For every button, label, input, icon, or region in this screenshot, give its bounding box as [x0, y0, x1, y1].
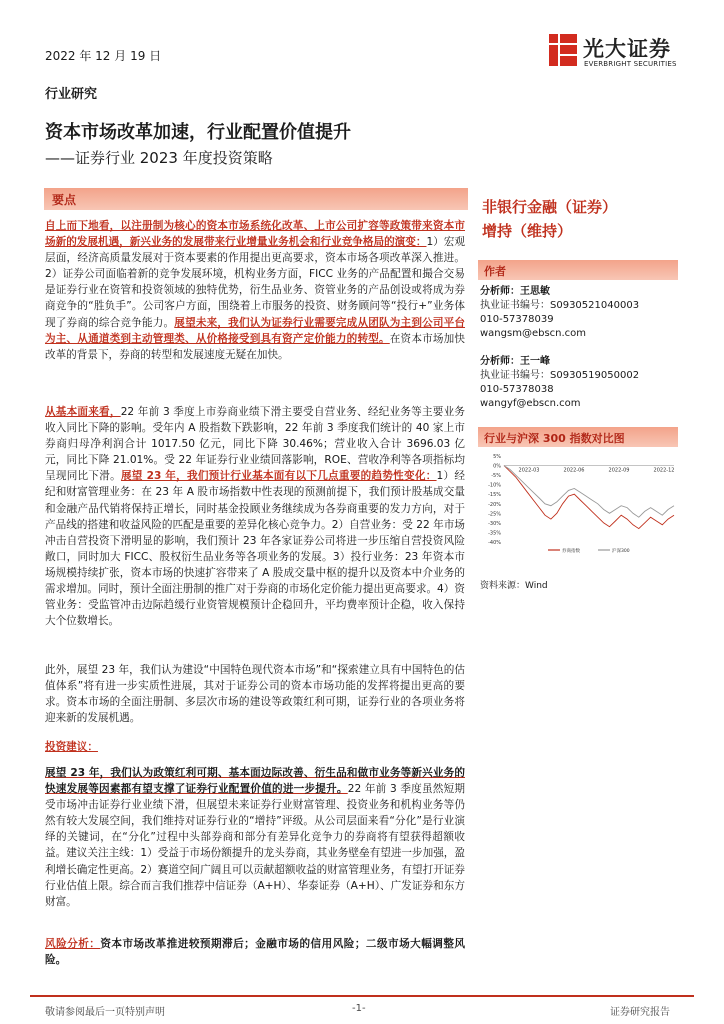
comparison-chart: [478, 450, 678, 560]
logo-en: EVERBRIGHT SECURITIES: [584, 60, 677, 68]
y-tick-label: -25%: [488, 511, 501, 518]
y-tick-label: -40%: [488, 540, 501, 546]
y-tick-label: -30%: [488, 520, 501, 527]
analyst-name: 分析师：王一峰: [480, 356, 550, 367]
author-label: 作者: [484, 265, 506, 278]
company-logo: [547, 30, 687, 74]
footer-line: [30, 995, 694, 997]
analyst-2: [480, 355, 639, 411]
logo-cn: 光大证券: [583, 37, 671, 61]
risk-label: 风险分析：: [45, 938, 101, 950]
paragraph-2: [45, 404, 465, 629]
p2-red: 展望 23 年，我们预计行业基本面有以下几点重要的趋势性变化：: [120, 470, 437, 483]
y-tick-label: -20%: [488, 501, 501, 508]
analyst-email[interactable]: wangsm@ebscn.com: [480, 328, 587, 339]
p4-text: 22 年前 3 季度虽然短期受市场冲击证券行业业绩下滑，但展望未来证券行业财富管理、投资业务和机构业务等仍然有较大发展空间，我们维持对证券行业的“增持”评级。从公司层面来看“分化”是行业演绎的关键词，在“分化”过程中头部券商和部分有差异化竞争力的券商将有望获得超额收益。建议关注主线：1）受益于市场份额提升的龙头券商，其业务壁垒有望进一步加强，盈利增长确定性更高。2）赛道空间广阔且可以贡献超额收益的财富管理业务，有望打开证券行业估值上限。综合而言我们推荐中信证券（A+H）、华泰证券（A+H）、广发证券和东方财富。: [45, 783, 466, 908]
chart-label: 行业与沪深 300 指数对比图: [484, 432, 625, 445]
invest-label-text: 投资建议：: [45, 741, 98, 753]
paragraph-3: 此外，展望 23 年，我们认为建设“中国特色现代资本市场”和“探索建立具有中国特色的估值体系”将有进一步实质性进展，其对于证券公司的资本市场功能的发挥将提出更高的要求。资本市场的全面注册制、多层次市场的建设等政策红利可期，证券行业的各项业务将迎来新的发展机遇。: [45, 664, 465, 725]
p1-red2: 展望未来，我们认为证券行业需要完成从团队为主到公司平台为主、从通道类到主动管理类、从价格接受到具有资产定价能力的转型。: [45, 316, 466, 345]
p4-lead: 展望 23 年，我们认为政策红利可期、基本面边际改善、衍生品和做市业务等新兴业务的快速发展等因素都有望支撑了证券行业配置价值的进一步提升。: [45, 767, 465, 796]
p1-text1: 1）宏观层面，经济高质量发展对于资本要素的作用提出更高要求，资本市场各项改革深入推进。2）证券公司面临着新的竞争发展环境，机构业务方面，FICC 业务的产品配置和撮合交易是证券行业在资管和投资领域的独特优势，衍生品业务、资管业务的产品创设或将成为券商竞争的“胜负手”。公司客户方面，围绕着上市服务的投资、财务顾问等“投行+”业务体现了券商的综合竞争能力。: [45, 236, 465, 329]
y-tick-label: 5%: [493, 454, 501, 460]
y-tick-label: -35%: [488, 530, 501, 537]
report-title: 资本市场改革加速，行业配置价值提升: [45, 122, 351, 143]
chart-bar: [478, 427, 678, 447]
analyst-phone: 010-57378039: [480, 314, 554, 325]
x-tick-label: 2022-03: [518, 467, 540, 474]
p2-text1: 22 年前 3 季度上市券商业绩下滑主要受自营业务、经纪业务等主要业务收入同比下降的影响。受年内 A 股指数下跌影响，22 年前 3 季度我们统计的 40 家上市券商归母净利润合计 1017.50 亿元，同比下降 30.46%；营业收入合计 3696.03 亿元，同比下降 21.01%。受 22 年证券行业业绩回落影响，ROE、营收净利等各项指标均呈现同比下滑。: [45, 406, 465, 483]
rating: 增持（维持）: [482, 222, 573, 240]
y-tick-label: -5%: [491, 473, 501, 480]
x-tick-label: 2022-09: [608, 467, 630, 474]
page-number: -1-: [352, 1003, 366, 1014]
paragraph-4: [45, 765, 465, 910]
y-tick-label: -15%: [488, 492, 501, 499]
author-bar: [478, 260, 678, 280]
report-date: 2022 年 12 月 19 日: [45, 49, 162, 63]
chart-source: 资料来源：Wind: [480, 581, 548, 591]
industry-name: 非银行金融（证券）: [482, 198, 618, 216]
x-tick-label: 2022-06: [563, 467, 585, 474]
sidebar-rating-block: [482, 195, 617, 243]
legend-label: 券商指数: [562, 549, 580, 554]
logo-mark-icon: [547, 32, 579, 68]
x-tick-label: 2022-12: [653, 467, 675, 474]
analyst-cert: 执业证书编号：S0930521040003: [480, 300, 640, 311]
analyst-cert: 执业证书编号：S0930519050002: [480, 370, 640, 381]
y-tick-label: 0%: [493, 463, 501, 470]
report-subtitle: ——证券行业 2023 年度投资策略: [45, 149, 273, 167]
invest-label: [45, 739, 465, 755]
analyst-phone: 010-57378038: [480, 384, 554, 395]
key-points-label: 要点: [52, 193, 77, 207]
risk-text: 资本市场改革推进较预期滞后；金融市场的信用风险；二级市场大幅调整风险。: [45, 938, 465, 967]
report-category: 行业研究: [45, 87, 98, 102]
p1-lead: 自上而下地看，以注册制为核心的资本市场系统化改革、上市公司扩容等政策带来资本市场新的发展机遇，新兴业务的发展带来行业增量业务机会和行业竞争格局的演变：: [45, 220, 465, 249]
footer-report-type: 证券研究报告: [610, 1007, 670, 1018]
legend-label: 沪深300: [612, 549, 630, 554]
risk-paragraph: [45, 936, 465, 968]
analyst-name: 分析师：王思敏: [480, 286, 550, 297]
series-line-0: [504, 466, 674, 529]
analyst-1: [480, 285, 639, 341]
p1-text2: 在资本市场加快改革的背景下，券商的转型和发展速度无疑在加快。: [45, 332, 466, 361]
analyst-email[interactable]: wangyf@ebscn.com: [480, 398, 581, 409]
key-points-bar: [44, 188, 468, 210]
p2-text2: 1）经纪和财富管理业务：在 23 年 A 股市场指数中性表现的预测前提下，我们预计股基成交量和金融产品代销将保持正增长，同时基金投顾业务继续成为各券商重要的发力方向，对于产品线的搭建和收益风险的匹配是重要的差异化核心竞争力。2）自营业务：受 22 年市场冲击自营投资下滑明显的影响，我们预计 23 年各家证券公司将进一步压缩自营投资风险敞口，同时加大 FICC、股权衍生品业务等各项业务的发展。3）投行业务：23 年资本市场规模持续扩张，资本市场的快速扩容带来了 A 股成交量中枢的提升以及资本中介业务的需求增加。同时，预计全面注册制的推广对于券商的市场化定价能力提出更高要求。4）资管业务：受监管冲击边际趋缓行业资管规模预计企稳回升，平均费率预计企稳，收入保持大个位数增长。: [45, 470, 465, 628]
footer-disclaimer: 敬请参阅最后一页特别声明: [45, 1007, 165, 1018]
paragraph-1: [45, 218, 465, 363]
p2-lead: 从基本面来看，: [45, 406, 121, 418]
y-tick-label: -10%: [488, 482, 501, 489]
